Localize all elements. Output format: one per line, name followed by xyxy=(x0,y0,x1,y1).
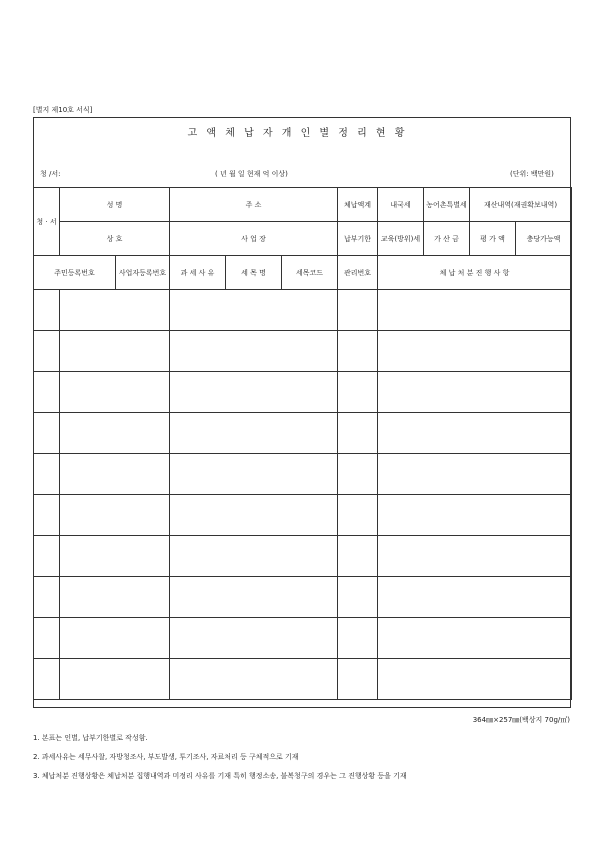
table-row xyxy=(34,454,572,495)
education-tax-header: 교육(방위)세 xyxy=(378,222,424,256)
unit-label: (단위: 백만원) xyxy=(510,170,554,178)
business-number-header: 사업자등록번호 xyxy=(116,256,170,290)
paper-dimensions: 364㎜×257㎜(백상지 70g/㎡) xyxy=(472,716,570,724)
table-row xyxy=(34,536,572,577)
table-row xyxy=(34,413,572,454)
penalty-header: 가 산 금 xyxy=(424,222,470,256)
delinquent-table xyxy=(33,187,572,700)
table-row xyxy=(34,372,572,413)
form-number: [별지 제10호 서식] xyxy=(33,106,93,114)
property-header: 재산내역(재권확보내역) xyxy=(470,188,572,222)
trade-name-header: 상 호 xyxy=(60,222,170,256)
tax-item-header: 세 목 명 xyxy=(226,256,282,290)
domestic-tax-header: 내국세 xyxy=(378,188,424,222)
tax-reason-header: 과 세 사 유 xyxy=(170,256,226,290)
table-row xyxy=(34,618,572,659)
header-row-2 xyxy=(34,222,572,256)
tax-code-header: 세목코드 xyxy=(282,256,338,290)
as-of-date: ( 년 월 일 현재 억 이상) xyxy=(215,170,288,178)
office-column: 청 · 서 xyxy=(34,188,60,256)
appraised-value-header: 평 가 액 xyxy=(470,222,516,256)
table-row xyxy=(34,290,572,331)
note-2: 2. 과세사유는 세무사찰, 자방청조사, 부도발생, 투기조사, 자료처리 등 구체적으로 기재 xyxy=(33,753,299,761)
note-3: 3. 체납처분 진행상황은 체납처분 집행내역과 미정리 사유를 기재 특히 행정소송, 불복청구의 경우는 그 진행상황 등을 기재 xyxy=(33,772,407,780)
management-number-header: 관리번호 xyxy=(338,256,378,290)
business-site-header: 사 업 장 xyxy=(170,222,338,256)
header-row-3 xyxy=(34,256,572,290)
agency-label: 청 /서: xyxy=(40,170,61,178)
address-header: 주 소 xyxy=(170,188,338,222)
table-row xyxy=(34,331,572,372)
table-row xyxy=(34,577,572,618)
table-row xyxy=(34,495,572,536)
header-row-1 xyxy=(34,188,572,222)
due-date-header: 납부기한 xyxy=(338,222,378,256)
recoverable-amount-header: 충당가능액 xyxy=(516,222,572,256)
note-1: 1. 본표는 인별, 납부기한별로 작성함. xyxy=(33,734,148,742)
total-arrears-header: 체납액계 xyxy=(338,188,378,222)
disposition-progress-header: 체 납 처 분 진 행 사 항 xyxy=(378,256,572,290)
form-title: 고 액 체 납 자 개 인 별 정 리 현 황 xyxy=(187,128,408,139)
name-header: 성 명 xyxy=(60,188,170,222)
resident-number-header: 주민등록번호 xyxy=(34,256,116,290)
rural-tax-header: 농어촌특별세 xyxy=(424,188,470,222)
table-row xyxy=(34,659,572,700)
